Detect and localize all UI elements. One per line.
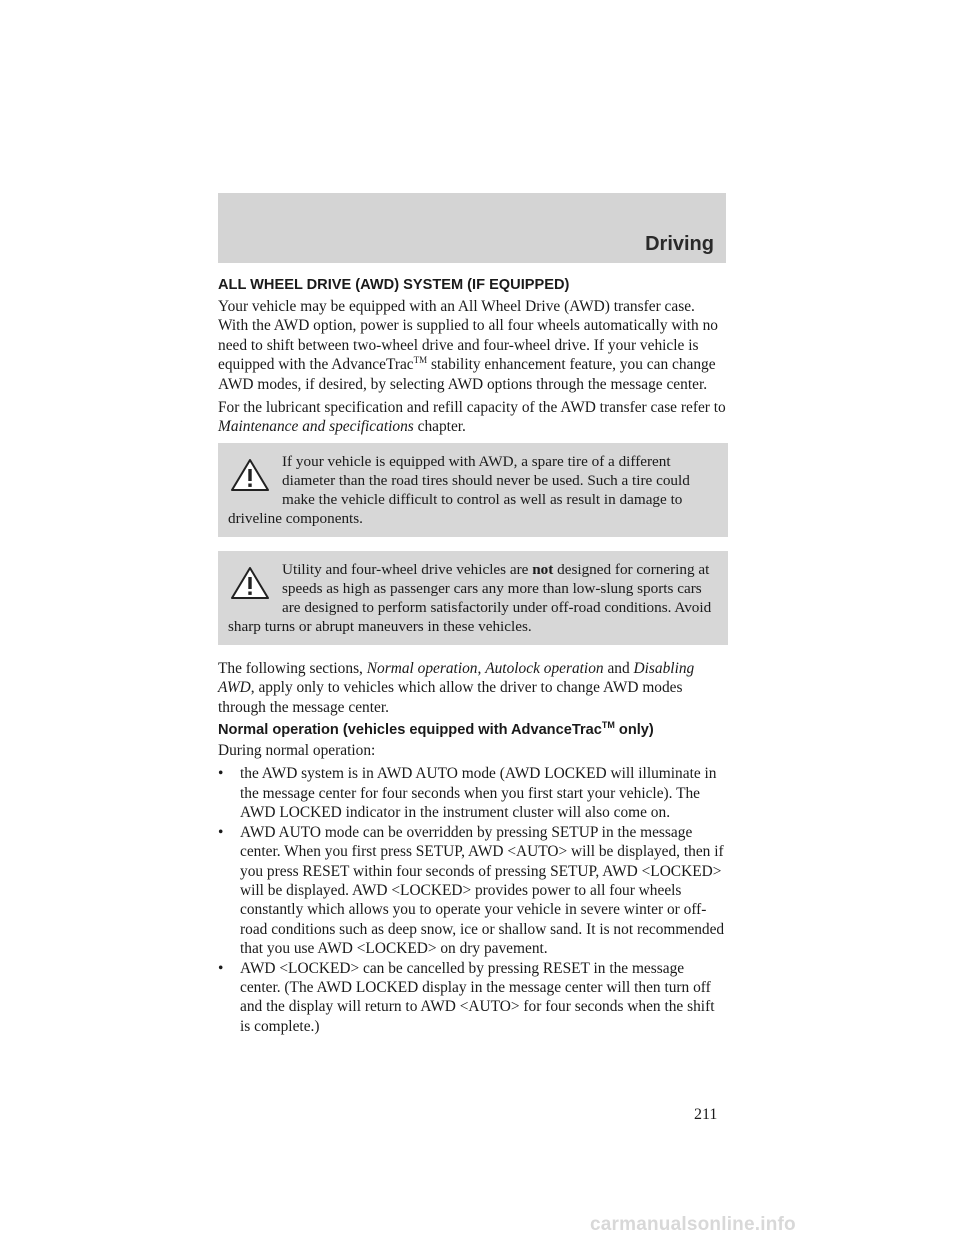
bullet-icon: • xyxy=(218,959,224,977)
chapter-reference: Maintenance and specifications xyxy=(218,418,414,436)
lubricant-paragraph: For the lubricant specification and refill capacity of the AWD transfer case refer to Maintenance and specifications chapter. xyxy=(218,399,726,436)
list-item: • AWD <LOCKED> can be cancelled by pressing RESET in the message center. (The AWD LOCKED display in the message center will then turn off and the display will return to AWD <AUTO> for four seconds when the shift is complete.) xyxy=(218,959,715,1035)
warning-triangle-icon xyxy=(230,566,270,600)
trademark-mark: TM xyxy=(413,355,428,366)
awd-heading: ALL WHEEL DRIVE (AWD) SYSTEM (IF EQUIPPED) xyxy=(218,277,570,293)
bullet-icon: • xyxy=(218,823,224,841)
intro-paragraph: Your vehicle may be equipped with an All Wheel Drive (AWD) transfer case. With the AWD option, power is supplied to all four wheels automatically with no need to shift between two-wheel drive and four-wheel drive. If your vehicle is equipped with the AdvanceTrac™ stability enhancement feature, you can change AWD modes, if desired, by selecting AWD options through the message center. xyxy=(218,298,718,393)
watermark-text: carmanualsonline.info xyxy=(590,1214,796,1235)
sections-note-paragraph: The following sections, Normal operation, Autolock operation and Disabling AWD, apply only to vehicles which allow the driver to change AWD modes through the message center. xyxy=(218,659,695,716)
normal-operation-lead: During normal operation: xyxy=(218,742,376,760)
normal-operation-list xyxy=(218,764,728,1036)
trademark-mark: TM xyxy=(601,720,615,731)
list-item: • the AWD system is in AWD AUTO mode (AWD LOCKED will illuminate in the message center for four seconds when you first start your vehicle). The AWD LOCKED indicator in the instrument cluster will also come on. xyxy=(218,765,717,822)
warning-text: Utility and four-wheel drive vehicles are not designed for cornering at speeds as high as passenger cars any more than low-slung sports cars are designed to perform satisfactorily under off-road conditions. Avoid sharp turns or abrupt maneuvers in these vehicles. xyxy=(228,560,712,635)
list-item: • AWD AUTO mode can be overridden by pressing SETUP in the message center. When you first press SETUP, AWD <AUTO> will be displayed, then if you press RESET within four seconds of pressing SETUP, AWD <LOCKED> will be displayed. AWD <LOCKED> provides power to all four wheels constantly which allows you to operate your vehicle in severe winter or off-road conditions such as deep snow, ice or shallow sand. It is not recommended that you use AWD <LOCKED> on dry pavement. xyxy=(218,823,725,958)
page-number: 211 xyxy=(694,1106,718,1123)
warning-text: If your vehicle is equipped with AWD, a spare tire of a different diameter than the road tires should never be used. Such a tire could make the vehicle difficult to control as well as result in damage to driveline components. xyxy=(228,452,690,527)
warning-box-spare-tire xyxy=(218,443,728,537)
bullet-icon: • xyxy=(218,765,224,783)
warning-box-cornering xyxy=(218,551,728,645)
page-content xyxy=(218,276,728,1036)
normal-operation-heading: Normal operation (vehicles equipped with AdvanceTrac™ only) xyxy=(218,720,654,739)
section-title: Driving xyxy=(645,233,714,255)
warning-triangle-icon xyxy=(230,458,270,492)
page-header-band xyxy=(218,193,726,263)
